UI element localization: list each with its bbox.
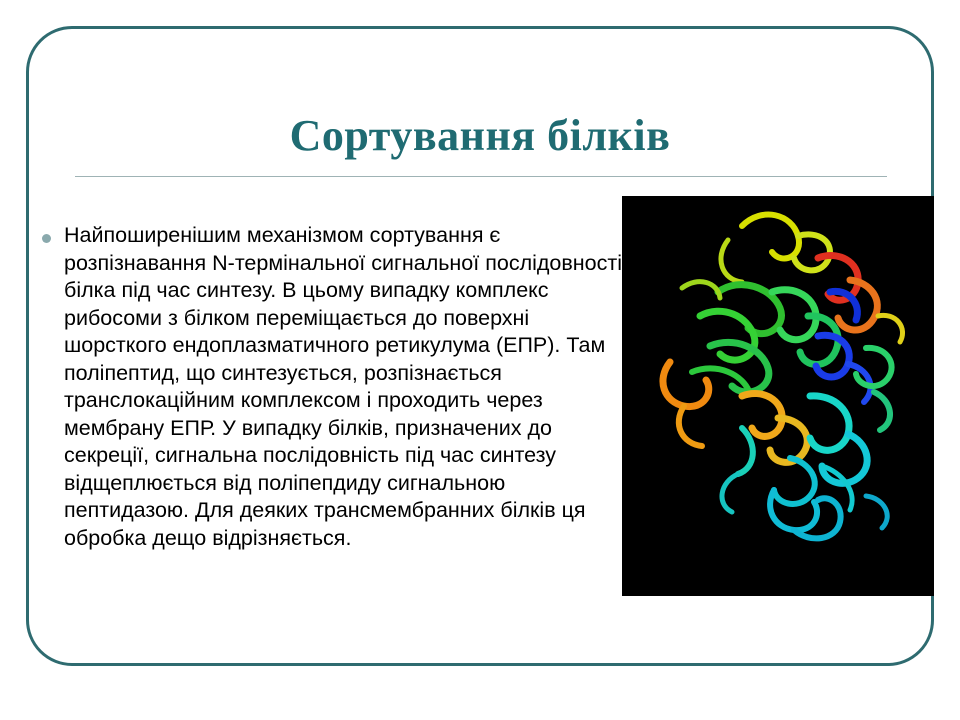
- page-title: Сортування білків: [289, 111, 671, 160]
- content-body: [42, 222, 622, 552]
- title-divider: [75, 176, 887, 177]
- protein-ribbon-graphic: [622, 196, 934, 596]
- protein-ribbon-structure-image: [622, 196, 934, 596]
- bullet-text: Найпоширенішим механізмом сортування є розпізнавання N-термінальної сигнальної послідовності білка під час синтезу. В цьому випадку комплекс рибосоми з білком переміщається до поверхні шорсткого ендоплазматичного ретикулума (ЕПР). Там поліпептид, що синтезується, розпізнається транслокаційним комплексом і проходить через мембрану ЕПР. У випадку білків, призначених до секреції, сигнальна послідовність під час синтезу відщеплюється від поліпепдиду сигнальною пептидазою. Для деяких трансмембранних білків ця обробка дещо відрізняється.: [64, 223, 623, 550]
- bullet-dot-icon: [42, 234, 51, 243]
- list-item: [42, 222, 622, 552]
